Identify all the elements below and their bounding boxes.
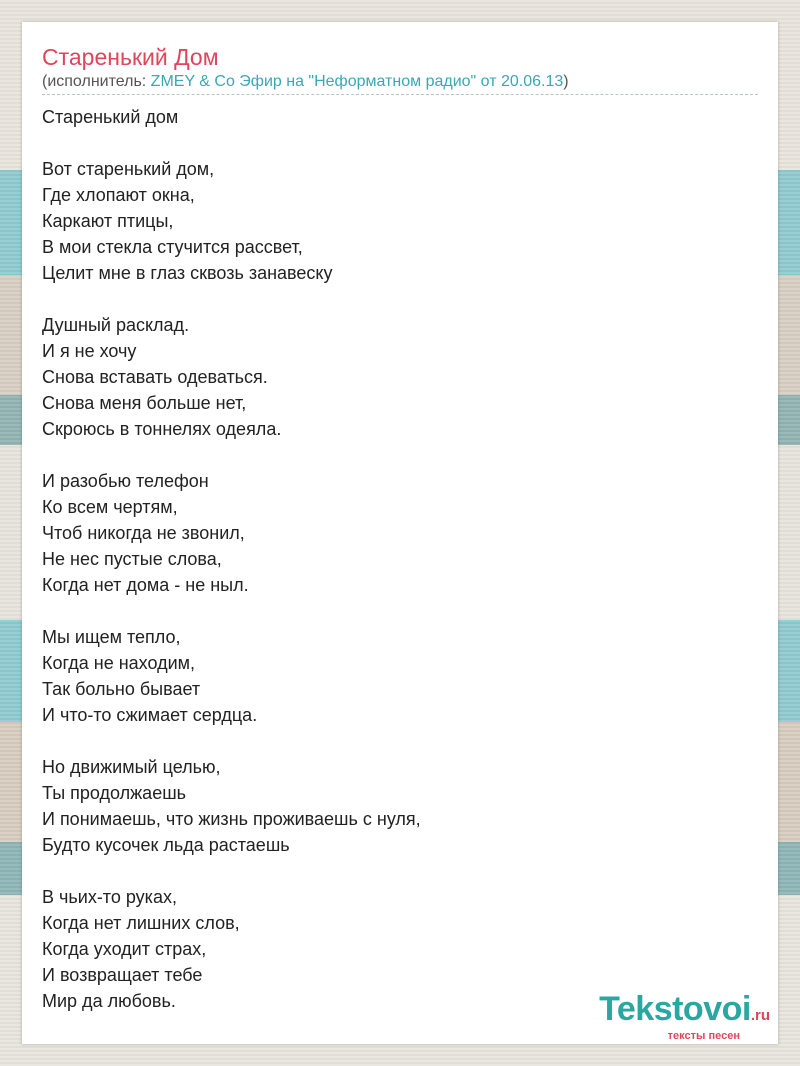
lyric-line: И понимаешь, что жизнь проживаешь с нуля, [42, 809, 421, 829]
lyric-line: Когда не находим, [42, 653, 196, 673]
lyric-line: Целит мне в глаз сквозь занавеску [42, 263, 333, 283]
logo-name: Tekstovoi [599, 990, 751, 1028]
lyric-line: И что-то сжимает сердца. [42, 705, 258, 725]
lyric-line: В чьих-то руках, [42, 887, 177, 907]
lyric-line: И возвращает тебе [42, 965, 203, 985]
lyric-line: Душный расклад. [42, 315, 190, 335]
lyric-line: Не нес пустые слова, [42, 549, 222, 569]
lyric-line: Мир да любовь. [42, 991, 176, 1011]
lyric-line: И разобью телефон [42, 471, 209, 491]
lyric-line: Скроюсь в тоннелях одеяла. [42, 419, 282, 439]
lyric-line: И я не хочу [42, 341, 137, 361]
lyric-line: Где хлопают окна, [42, 185, 195, 205]
lyrics-stanza [42, 624, 758, 728]
lyric-line: Но движимый целью, [42, 757, 221, 777]
lyric-line: Вот старенький дом, [42, 159, 215, 179]
lyric-line: Так больно бывает [42, 679, 201, 699]
lyric-line: Снова меня больше нет, [42, 393, 247, 413]
lyrics-stanza [42, 312, 758, 442]
lyric-line: Когда нет лишних слов, [42, 913, 240, 933]
lyric-line: Будто кусочек льда растаешь [42, 835, 290, 855]
lyrics-heading: Старенький дом [42, 107, 179, 127]
logo-tagline: тексты песен [667, 1030, 740, 1042]
lyric-line: Когда нет дома - не ныл. [42, 575, 249, 595]
lyric-line: Когда уходит страх, [42, 939, 207, 959]
artist-line [42, 72, 758, 95]
lyric-line: Ты продолжаешь [42, 783, 187, 803]
lyric-line: Ко всем чертям, [42, 497, 178, 517]
lyric-line: Каркают птицы, [42, 211, 174, 231]
artist-prefix: (исполнитель: [42, 73, 151, 90]
lyrics-stanza [42, 156, 758, 286]
song-title: Старенький Дом [42, 44, 219, 70]
lyric-line: Мы ищем тепло, [42, 627, 181, 647]
lyrics-stanza [42, 468, 758, 598]
artist-suffix: ) [563, 73, 569, 90]
lyrics-card [22, 22, 778, 1044]
lyric-line: Снова вставать одеваться. [42, 367, 268, 387]
lyric-line: В мои стекла стучится рассвет, [42, 237, 303, 257]
artist-link[interactable]: ZMEY & Co Эфир на "Неформатном радио" от 20.06.13 [150, 73, 564, 90]
site-logo[interactable] [599, 991, 770, 1042]
lyric-line: Чтоб никогда не звонил, [42, 523, 245, 543]
logo-tld: .ru [750, 1007, 770, 1024]
lyrics-body [42, 104, 758, 1040]
lyrics-stanza [42, 754, 758, 858]
